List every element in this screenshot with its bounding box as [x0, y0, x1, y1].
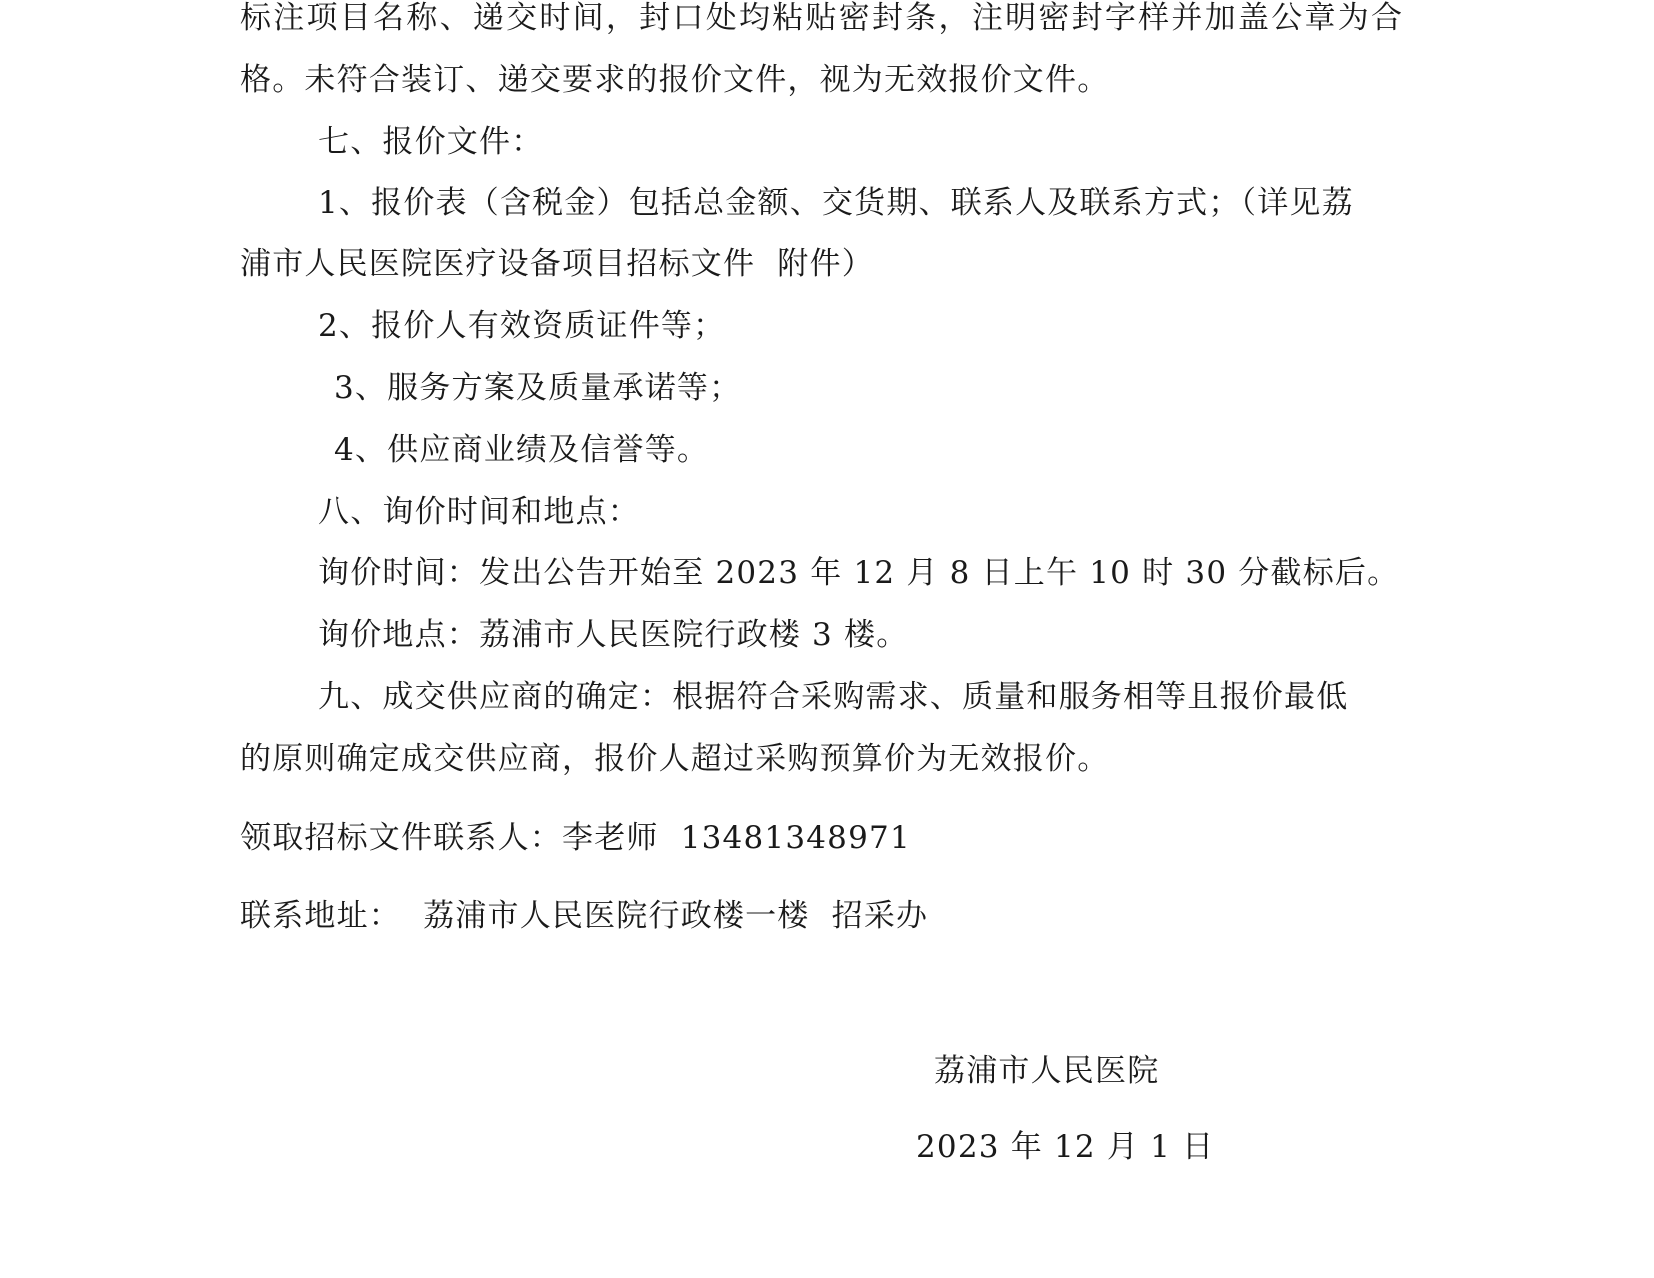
paragraph-line: 询价时间：发出公告开始至 2023 年 12 月 8 日上午 10 时 30 分截标后。	[318, 555, 1400, 591]
list-item: 1、报价表（含税金）包括总金额、交货期、联系人及联系方式；（详见荔	[318, 185, 1354, 221]
list-item: 2、报价人有效资质证件等；	[318, 308, 726, 344]
contact-line: 领取招标文件联系人：李老师 13481348971	[240, 820, 911, 856]
address-line: 联系地址： 荔浦市人民医院行政楼一楼 招采办	[240, 898, 929, 934]
signature-date: 2023 年 12 月 1 日	[916, 1129, 1215, 1165]
section-heading: 七、报价文件：	[318, 124, 544, 160]
list-item: 3、服务方案及质量承诺等；	[334, 370, 742, 406]
paragraph-line: 询价地点：荔浦市人民医院行政楼 3 楼。	[318, 617, 909, 653]
paragraph-line: 标注项目名称、递交时间，封口处均粘贴密封条，注明密封字样并加盖公章为合	[240, 0, 1402, 36]
paragraph-line: 的原则确定成交供应商，报价人超过采购预算价为无效报价。	[240, 741, 1110, 777]
section-heading: 九、成交供应商的确定：根据符合采购需求、质量和服务相等且报价最低	[318, 679, 1349, 715]
section-heading: 八、询价时间和地点：	[318, 494, 640, 530]
signature-organization: 荔浦市人民医院	[934, 1053, 1160, 1089]
paragraph-line: 格。未符合装订、递交要求的报价文件，视为无效报价文件。	[240, 62, 1110, 98]
list-item: 4、供应商业绩及信誉等。	[334, 432, 710, 468]
paragraph-line: 浦市人民医院医疗设备项目招标文件 附件）	[240, 246, 874, 282]
